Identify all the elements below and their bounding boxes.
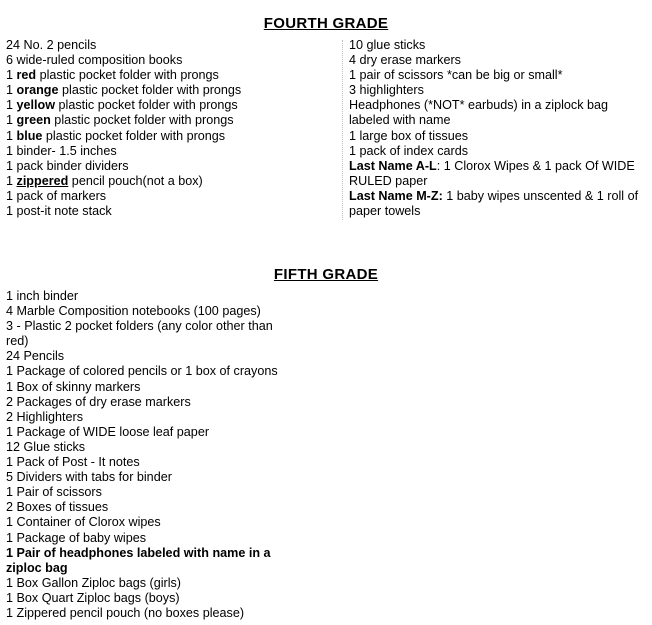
supply-list-item (349, 189, 649, 219)
emphasized-text: 1 Pair of headphones labeled with name in a ziploc bag (6, 545, 271, 575)
item-text: 1 pair of scissors *can be big or small* (349, 68, 563, 83)
item-text: 24 No. 2 pencils (6, 38, 97, 52)
item-text: plastic pocket folder with prongs (36, 68, 219, 83)
item-text: 12 Glue sticks (6, 439, 86, 454)
item-text: plastic pocket folder with prongs (58, 83, 242, 98)
item-text: 10 glue sticks (349, 38, 426, 52)
supply-list-item (349, 98, 649, 128)
supply-list-item (6, 129, 336, 144)
supply-list-item (6, 485, 296, 500)
item-text: 6 wide-ruled composition books (6, 53, 183, 68)
supply-list-item (6, 395, 296, 410)
supply-list-item (6, 591, 296, 606)
supply-list-item (6, 470, 296, 485)
item-text: 5 Dividers with tabs for binder (6, 470, 172, 485)
item-text: 2 Packages of dry erase markers (6, 394, 191, 409)
supply-list-item (6, 53, 336, 68)
item-text: 1 baby wipes unscented & 1 roll of paper towels (349, 188, 639, 219)
item-text: 1 Pack of Post - It notes (6, 455, 140, 470)
fourth-grade-left-column (6, 38, 336, 219)
item-text: plastic pocket folder with prongs (42, 128, 226, 143)
item-text: 4 Marble Composition notebooks (100 pages) (6, 304, 261, 319)
emphasized-text: orange (16, 83, 59, 98)
supply-list-item (6, 349, 296, 364)
supply-list-item (6, 364, 296, 379)
item-text: 1 Package of colored pencils or 1 box of crayons (6, 364, 278, 379)
supply-list-item (349, 68, 649, 83)
supply-list-item (6, 159, 336, 174)
item-text: 1 (6, 98, 17, 113)
item-text: 3 - Plastic 2 pocket folders (any color other than red) (6, 319, 273, 349)
supply-list-item (349, 38, 649, 53)
supply-list-item (6, 304, 296, 319)
item-text: 1 (6, 68, 17, 83)
item-text: 1 pack binder dividers (6, 158, 129, 173)
item-text: 2 Boxes of tissues (6, 500, 109, 515)
supply-list-item (6, 113, 336, 128)
emphasized-text: yellow (16, 98, 56, 113)
fifth-grade-list (6, 289, 296, 621)
supply-list-item (6, 38, 336, 53)
supply-list-item (349, 129, 649, 144)
supply-list-item (6, 83, 336, 98)
supply-list-item (6, 500, 296, 515)
item-text: pencil pouch(not a box) (68, 173, 203, 188)
supply-list-item (6, 455, 296, 470)
emphasized-text: Last Name M-Z: (349, 188, 443, 203)
item-text: 1 Box Quart Ziploc bags (boys) (6, 590, 180, 605)
item-text: : 1 Clorox Wipes & 1 pack Of WIDE RULED paper (349, 158, 635, 188)
emphasized-text: green (16, 113, 51, 128)
item-text: 1 post-it note stack (6, 204, 112, 219)
item-text: 1 pack of markers (6, 188, 107, 203)
item-text: 2 Highlighters (6, 409, 84, 424)
item-text: 1 Pair of scissors (6, 485, 102, 500)
item-text: 1 inch binder (6, 289, 79, 303)
supply-list-item (349, 53, 649, 68)
supply-list-item (6, 576, 296, 591)
item-text: 1 (6, 113, 17, 128)
supply-list-item (6, 174, 336, 189)
supply-list-item (6, 98, 336, 113)
supply-list-item (6, 68, 336, 83)
item-text: 1 binder- 1.5 inches (6, 143, 117, 158)
supply-list-item (349, 159, 649, 189)
fourth-grade-heading: FOURTH GRADE (263, 15, 389, 32)
item-text: 24 Pencils (6, 349, 65, 364)
item-text: 1 Zippered pencil pouch (no boxes please) (6, 605, 245, 620)
item-text: 1 (6, 83, 17, 98)
item-text: 1 Box Gallon Ziploc bags (girls) (6, 575, 181, 590)
supply-list-item (6, 289, 296, 304)
item-text: 4 dry erase markers (349, 53, 461, 68)
supply-list-item (6, 144, 336, 159)
item-text: 3 highlighters (349, 83, 424, 98)
supply-list-item (6, 410, 296, 425)
emphasized-text: zippered (16, 173, 69, 188)
item-text: plastic pocket folder with prongs (50, 113, 234, 128)
supply-list-item (6, 425, 296, 440)
column-divider (342, 40, 343, 220)
item-text: 1 Container of Clorox wipes (6, 515, 161, 530)
supply-list-item (6, 319, 296, 349)
supply-list-item (6, 606, 296, 621)
supply-list-item (349, 83, 649, 98)
supply-list-item (6, 515, 296, 530)
supply-list-item (349, 144, 649, 159)
item-text: 1 (6, 173, 17, 188)
supply-list-item (6, 380, 296, 395)
emphasized-text: blue (16, 128, 43, 143)
item-text: Headphones (*NOT* earbuds) in a ziplock bag labeled with name (349, 98, 609, 128)
supply-list-item (6, 204, 336, 219)
item-text: 1 large box of tissues (349, 128, 469, 143)
item-text: 1 Box of skinny markers (6, 379, 141, 394)
fourth-grade-right-column (349, 38, 649, 219)
item-text: 1 Package of baby wipes (6, 530, 147, 545)
supply-list-item (6, 531, 296, 546)
supply-list-item (6, 189, 336, 204)
emphasized-text: red (16, 68, 37, 83)
item-text: plastic pocket folder with prongs (55, 98, 238, 113)
item-text: 1 (6, 128, 17, 143)
emphasized-text: Last Name A-L (349, 158, 437, 173)
item-text: 1 Package of WIDE loose leaf paper (6, 424, 210, 439)
supply-list-item (6, 546, 296, 576)
fifth-grade-heading: FIFTH GRADE (273, 266, 379, 283)
item-text: 1 pack of index cards (349, 143, 469, 158)
supply-list-item (6, 440, 296, 455)
